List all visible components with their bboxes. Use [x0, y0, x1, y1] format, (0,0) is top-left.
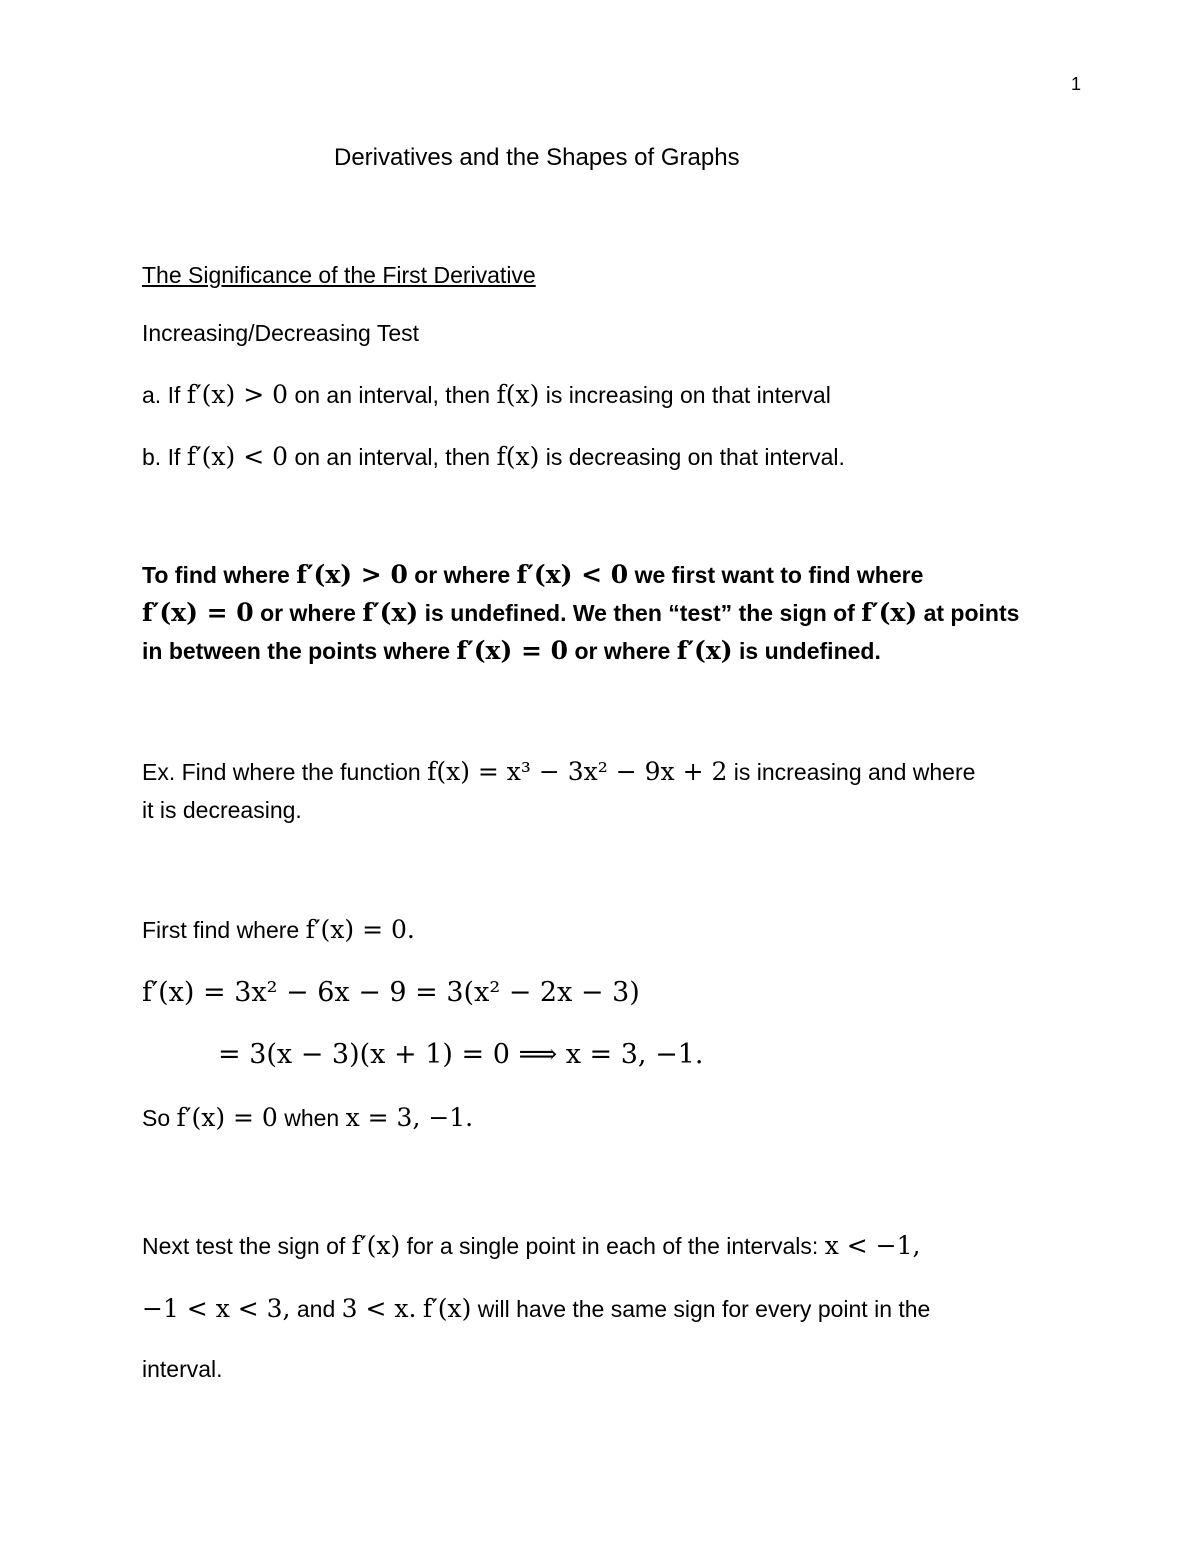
proc-math: f′(x) — [861, 598, 918, 627]
next-text: will have the same sign for every point in the — [477, 1296, 931, 1322]
next-line-3: interval. — [142, 1356, 223, 1382]
equation-2: = 3(x − 3)(x + 1) = 0 ⟹ x = 3, −1. — [218, 1039, 704, 1070]
next-math: −1 < x < 3, — [142, 1294, 291, 1323]
proc-math: f′(x) — [362, 598, 419, 627]
rule-b-func: f(x) — [496, 442, 540, 471]
proc-math: f′(x) = 0 — [456, 636, 569, 665]
proc-math: f′(x) > 0 — [296, 560, 408, 589]
next-text: and — [296, 1296, 336, 1322]
proc-text: at points — [923, 600, 1020, 626]
proc-math: f′(x) < 0 — [516, 560, 629, 589]
procedure-line-2 — [142, 598, 1019, 628]
proc-text: is undefined. — [739, 638, 881, 664]
equation-1: f′(x) = 3x² − 6x − 9 = 3(x² − 2x − 3) — [142, 977, 640, 1008]
proc-math: f′(x) — [676, 636, 733, 665]
next-math: x < −1, — [824, 1231, 921, 1260]
next-text: for a single point in each of the intervals: — [406, 1233, 819, 1259]
proc-text: To find where — [142, 562, 290, 588]
first-text: First find where — [142, 917, 300, 943]
rule-b-middle: on an interval, then — [294, 444, 491, 470]
example-prefix: Ex. Find where the function — [142, 759, 421, 785]
proc-math: f′(x) = 0 — [142, 598, 254, 627]
rule-b-suffix: is decreasing on that interval. — [545, 444, 845, 470]
page-number: 1 — [1071, 74, 1082, 94]
example-suffix: is increasing and where — [733, 759, 976, 785]
example-line-2: it is decreasing. — [142, 797, 302, 823]
when-math: x = 3, −1. — [345, 1103, 474, 1132]
solution-first — [142, 915, 415, 945]
next-line-2 — [142, 1294, 930, 1324]
proc-text: or where — [574, 638, 671, 664]
next-line-1 — [142, 1231, 920, 1261]
next-math: 3 < x. — [341, 1294, 417, 1323]
rule-b-condition: f′(x) < 0 — [186, 442, 289, 471]
rule-a-suffix: is increasing on that interval — [545, 382, 831, 408]
so-text: So — [142, 1105, 171, 1131]
proc-text: or where — [260, 600, 356, 626]
example-line-1 — [142, 757, 975, 787]
proc-text: in between the points where — [142, 638, 450, 664]
rule-a-prefix: a. If — [142, 382, 181, 408]
test-rule-a — [142, 380, 831, 410]
rule-a-func: f(x) — [496, 380, 540, 409]
rule-a-middle: on an interval, then — [294, 382, 491, 408]
rule-a-condition: f′(x) > 0 — [186, 380, 289, 409]
proc-text: is undefined. We then “test” the sign of — [424, 600, 855, 626]
next-math: f′(x) — [351, 1231, 401, 1260]
procedure-line-3 — [142, 636, 881, 666]
first-math: f′(x) = 0. — [305, 915, 415, 944]
proc-text: we first want to find where — [634, 562, 924, 588]
when-text: when — [284, 1105, 340, 1131]
proc-text: or where — [414, 562, 511, 588]
test-rule-b — [142, 442, 845, 472]
next-math: f′(x) — [422, 1294, 472, 1323]
document-title: Derivatives and the Shapes of Graphs — [334, 144, 740, 171]
subheading: Increasing/Decreasing Test — [142, 320, 419, 346]
so-math: f′(x) = 0 — [176, 1103, 278, 1132]
solution-so — [142, 1103, 473, 1133]
procedure-line-1 — [142, 560, 923, 590]
example-function: f(x) = x³ − 3x² − 9x + 2 — [427, 757, 728, 786]
section-heading: The Significance of the First Derivative — [142, 262, 536, 288]
next-text: Next test the sign of — [142, 1233, 346, 1259]
rule-b-prefix: b. If — [142, 444, 181, 470]
